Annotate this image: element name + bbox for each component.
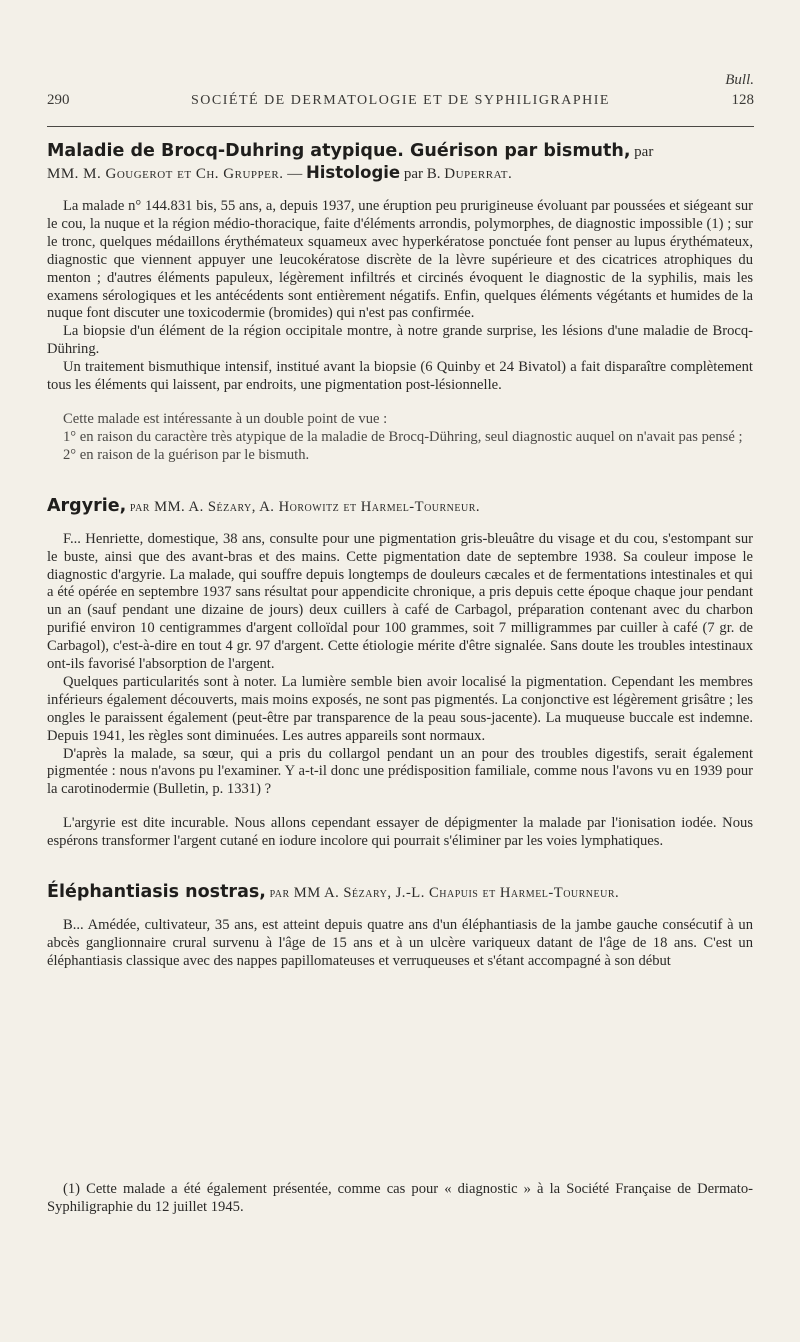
issue-number: 128 <box>731 92 754 108</box>
author-histology: Duperrat. <box>444 166 513 182</box>
paragraph: Quelques particularités sont à noter. La lumière semble bien avoir localisé la pigmentation. Cependant les membres inférieurs également découverts, mais moins exposés, ne sont pas pigmentés. La conjonctive est légèrement grisâtre ; les ongles le paraissent également (peut-être par transparence de la peau sous-jacente). La muqueuse buccale est indemne. Depuis 1941, les règles sont diminuées. Les autres appareils sont normaux. <box>47 673 753 744</box>
authors: MM. M. Gougerot et Ch. Grupper. <box>47 166 284 182</box>
article-title: Éléphantiasis nostras, <box>47 882 266 903</box>
paragraph: L'argyrie est dite incurable. Nous allons cependant essayer de dépigmenter la malade par l'ionisation iodée. Nous espérons transformer l'argent cutané en iodure incolore qui pourrait s'éliminer par les voies lymphatiques. <box>47 815 753 850</box>
article-byline: par MM. A. Sézary, A. Horowitz et Harmel-Tourneur. <box>129 498 481 515</box>
paragraph: B... Amédée, cultivateur, 35 ans, est atteint depuis quatre ans d'un éléphantiasis de la jambe gauche consécutif à un abcès ganglionnaire crural survenu à l'âge de 15 ans et à un ulcère variqueux datant de l'âge de 18 ans. C'est un éléphantiasis classique avec des nappes papillomateuses et verruqueuses et s'étant accompagné à son début <box>47 917 753 969</box>
article-title: Maladie de Brocq-Duhring atypique. Guérison par bismuth, <box>47 141 631 161</box>
paragraph: D'après la malade, sa sœur, qui a pris du collargol pendant un an pour des troubles digestifs, serait également pigmentée : nous n'avons pu l'examiner. Y a-t-il donc une prédisposition familiale, comme nous l'avons vu en 1939 pour la carotinodermie (Bulletin, p. 1331) ? <box>47 745 753 798</box>
article-title: Argyrie, <box>47 495 127 516</box>
article-brocq-duhring-heading <box>47 140 753 162</box>
journal-abbreviation: Bull. <box>725 72 754 88</box>
article-byline: par MM A. Sézary, J.-L. Chapuis et Harmel-Tourneur. <box>269 885 620 902</box>
article-elephantiasis-heading <box>47 881 753 903</box>
footnote <box>47 1180 753 1216</box>
running-title: SOCIÉTÉ DE DERMATOLOGIE ET DE SYPHILIGRAPHIE <box>191 93 610 108</box>
article-byline <box>47 162 753 184</box>
byline-par: par <box>634 144 654 160</box>
histologie-heading: Histologie <box>305 163 401 182</box>
dash: — <box>287 166 303 182</box>
paragraph: La biopsie d'un élément de la région occipitale montre, à notre grande surprise, les lésions d'une maladie de Brocq-Dühring. <box>47 323 753 358</box>
byline-par-2: par B. <box>403 166 441 182</box>
running-header <box>47 92 754 109</box>
page-number: 290 <box>47 92 70 108</box>
page-body <box>47 140 753 971</box>
footnote-text: (1) Cette malade a été également présentée, comme cas pour « diagnostic » à la Société Française de Dermato-Syphiligraphie du 12 juillet 1945. <box>47 1181 753 1215</box>
article-argyrie-heading <box>47 495 753 517</box>
paragraph: 2° en raison de la guérison par le bismuth. <box>63 446 310 463</box>
paragraph: Cette malade est intéressante à un double point de vue : <box>63 410 388 427</box>
header-rule <box>47 126 754 127</box>
paragraph: Un traitement bismuthique intensif, institué avant la biopsie (6 Quinby et 24 Bivatol) a fait disparaître complètement tous les éléments qui laissent, par endroits, une pigmentation post-lésionnelle. <box>47 359 753 394</box>
paragraph: La malade n° 144.831 bis, 55 ans, a, depuis 1937, une éruption peu prurigineuse évoluant par poussées et siégeant sur le cou, la nuque et la région médio-thoracique, faite d'éléments arrondis, polymorphes, de diagnostic impossible (1) ; sur le tronc, quelques médaillons érythémateux squameux avec hyperkératose ponctuée font penser au lupus érythémateux, diagnostic que viennent appuyer une leucokératose discrète de la lèvre supérieure et des cicatrices atrophiques du menton ; d'autres éléments papuleux, légèrement infiltrés et circinés évoquent le diagnostic de la syphilis, mais les examens sérologiques et les antécédents sont entièrement négatifs. Enfin, quelques éléments végétants et humides de la nuque font discuter une toxicodermie (bromides) qui n'est pas confirmée. <box>47 198 753 322</box>
paragraph: 1° en raison du caractère très atypique de la maladie de Brocq-Dühring, seul diagnostic auquel on n'avait pas pensé ; <box>63 428 743 445</box>
paragraph: F... Henriette, domestique, 38 ans, consulte pour une pigmentation gris-bleuâtre du visage et du cou, s'estompant sur le buste, ainsi que des avant-bras et des mains. Cette pigmentation date de septembre 1938. Sa couleur impose le diagnostic d'argyrie. La malade, qui souffre depuis longtemps de douleurs cæcales et de fermentations intestinales et qui a été opérée en septembre 1937 sans résultat pour appendicite chronique, a pris depuis cette époque chaque jour pendant un an (sauf pendant une dizaine de jours) deux cuillers à café de Carbagol, préparation contenant avec du charbon purifié environ 10 centigrammes d'argent colloïdal pour 100 grammes, soit 7 milligrammes par cuiller à café (7 gr. de Carbagol), c'est-à-dire en tout 4 gr. 97 d'argent. Cette étiologie mérite d'être signalée. Sans doute les troubles intestinaux ont-ils favorisé l'absorption de l'argent. <box>47 530 753 673</box>
